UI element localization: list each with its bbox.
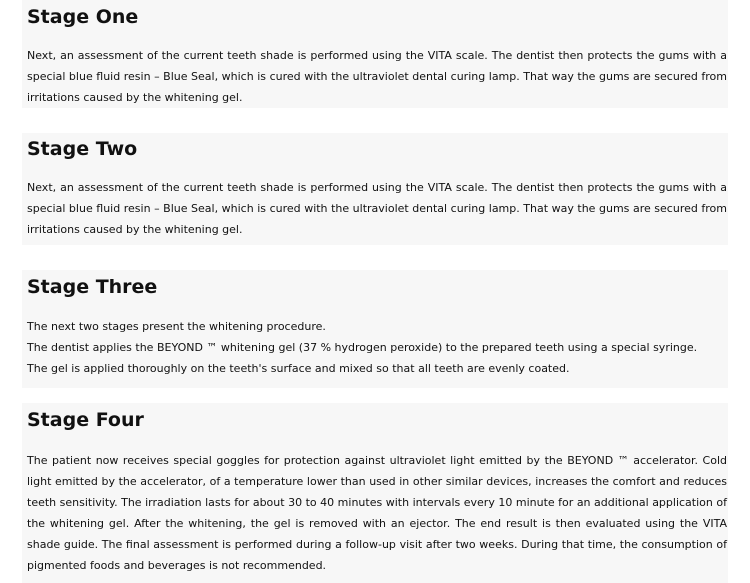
stage-one-text: Next, an assessment of the current teeth shade is performed using the VITA scale. The dentist then protects the gums with a special blue fluid resin – Blue Seal, which is cured with the ultraviolet dental curing lamp. That way the gums are secured from irritations caused by the whitening gel.: [27, 49, 727, 104]
stage-four-text: The patient now receives special goggles for protection against ultraviolet light emitted by the BEYOND ™ accelerator. Cold light emitted by the accelerator, of a temperature lower than used in other similar devices, increases the comfort and reduces teeth sensitivity. The irradiation lasts for about 30 to 40 minutes with intervals every 10 minute for an additional application of the whitening gel. After the whitening, the gel is removed with an ejector. The end result is then evaluated using the VITA shade guide. The final assessment is performed during a follow-up visit after two weeks. During that time, the consumption of pigmented foods and beverages is not recommended.: [27, 454, 727, 572]
stage-three-section: [22, 270, 728, 388]
stage-four-title: Stage Four: [27, 409, 144, 431]
stage-two-title: Stage Two: [27, 138, 138, 160]
stage-three-title: Stage Three: [27, 276, 158, 298]
stage-three-line-1: The next two stages present the whitening procedure.: [27, 320, 326, 333]
stage-two-text: Next, an assessment of the current teeth shade is performed using the VITA scale. The dentist then protects the gums with a special blue fluid resin – Blue Seal, which is cured with the ultraviolet dental curing lamp. That way the gums are secured from irritations caused by the whitening gel.: [27, 181, 727, 236]
stage-three-line-2: The dentist applies the BEYOND ™ whitening gel (37 % hydrogen peroxide) to the prepared teeth using a special syringe.: [27, 341, 698, 354]
stage-one-title: Stage One: [27, 6, 139, 28]
stage-two-section: [22, 133, 728, 245]
stage-one-section: [22, 0, 728, 108]
stage-three-line-3: The gel is applied thoroughly on the teeth's surface and mixed so that all teeth are evenly coated.: [27, 362, 570, 375]
stage-four-section: [22, 403, 728, 583]
